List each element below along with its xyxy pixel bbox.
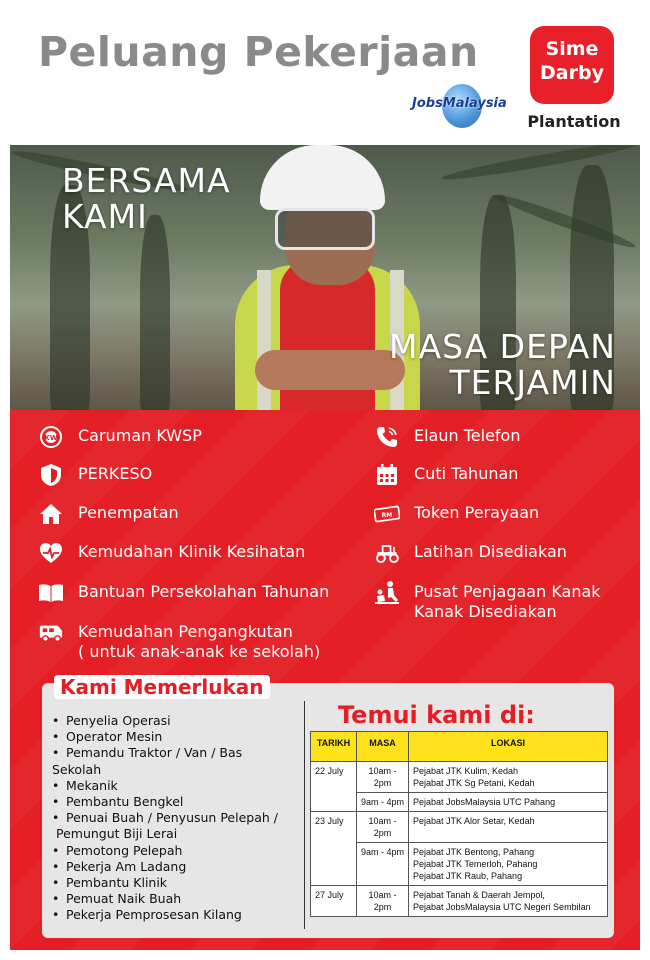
list-item: • Mekanik [52,778,302,794]
list-item: • Penyelia Operasi [52,713,302,729]
cell-lokasi: Pejabat JobsMalaysia UTC Pahang [409,793,608,812]
photo-banner [10,145,640,410]
money-token-icon [374,503,400,525]
calendar-icon [374,464,400,486]
needs-title: Kami Memerlukan [54,675,270,699]
column-header: MASA [357,732,409,762]
list-item: • Operator Mesin [52,729,302,745]
header [0,0,650,145]
book-icon [38,582,64,604]
info-card [42,675,614,938]
benefit-item: Latihan Disediakan [374,542,567,564]
palm-frond [440,145,639,184]
list-item: • Pemuat Naik Buah [52,891,302,907]
cell-masa: 10am - 2pm [357,812,409,843]
divider [304,701,305,929]
visor [275,208,375,250]
list-item: • Penuai Buah / Penyusun Pelepah / [52,810,302,826]
benefit-item: KW Caruman KWSP [38,426,202,448]
jobsmalaysia-logo [412,84,512,132]
meet-title: Temui kami di: [338,701,535,729]
table-row [311,762,608,793]
helmet [260,145,385,210]
cell-lokasi: Pejabat JTK Kulim, Kedah Pejabat JTK Sg Petani, Kedah [409,762,608,793]
benefit-item: PERKESO [38,464,152,486]
list-item: Sekolah [52,761,102,777]
list-item: Pemungut Biji Lerai [56,826,178,842]
schedule-table [310,731,608,917]
childcare-icon [374,582,400,604]
list-item: • Pekerja Am Ladang [52,859,302,875]
cell-masa: 10am - 2pm [357,886,409,917]
list-item: • Pemotong Pelepah [52,843,302,859]
cell-lokasi: Pejabat Tanah & Daerah Jempol, Pejabat JobsMalaysia UTC Negeri Sembilan [409,886,608,917]
column-header: TARIKH [311,732,357,762]
list-item: • Pembantu Klinik [52,875,302,891]
cell-tarikh: 22 July [311,762,357,812]
sime-darby-line1: Sime [545,38,599,60]
benefit-item: Kemudahan Klinik Kesihatan [38,542,305,564]
list-item: • Pekerja Pemprosesan Kilang [52,907,302,923]
kwsp-icon [38,426,64,448]
phone-icon [374,426,400,448]
svg-text:RM: RM [381,512,393,520]
cell-tarikh: 27 July [311,886,357,917]
benefit-item: Bantuan Persekolahan Tahunan [38,582,329,604]
cell-lokasi: Pejabat JTK Alor Setar, Kedah [409,812,608,843]
cell-masa: 9am - 4pm [357,843,409,886]
van-icon [38,622,64,644]
cell-masa: 10am - 2pm [357,762,409,793]
table-row [311,812,608,843]
column-header: LOKASI [409,732,608,762]
house-icon [38,503,64,525]
table-header-row [311,732,608,762]
sime-darby-logo [530,26,614,104]
benefit-item: RM Token Perayaan [374,503,539,525]
palm-tree [140,215,170,410]
banner-slogan-right: MASA DEPAN TERJAMIN [389,327,616,402]
benefit-item: Pusat Penjagaan Kanak Kanak Disediakan [374,582,601,622]
banner-slogan-left: BERSAMA KAMI [62,161,231,236]
benefit-item: Kemudahan Pengangkutan ( untuk anak-anak ke sekolah) [38,622,320,662]
cell-masa: 9am - 4pm [357,793,409,812]
list-item: • Pembantu Bengkel [52,794,302,810]
sime-darby-line2: Darby [540,62,604,84]
heart-pulse-icon [38,542,64,564]
svg-text:KW: KW [44,434,58,442]
cell-tarikh: 23 July [311,812,357,886]
benefit-item: Penempatan [38,503,179,525]
table-row [311,886,608,917]
cell-lokasi: Pejabat JTK Bentong, Pahang Pejabat JTK Temerloh, Pahang Pejabat JTK Raub, Pahang [409,843,608,886]
tractor-icon [374,542,400,564]
page-title: Peluang Pekerjaan [38,28,479,76]
jobsmalaysia-logo-text: JobsMalaysia [412,96,507,111]
shield-icon [38,464,64,486]
vacancy-list [52,713,302,924]
list-item: • Pemandu Traktor / Van / Bas [52,745,302,761]
benefit-item: Elaun Telefon [374,426,520,448]
sime-darby-sub: Plantation [527,112,621,131]
benefit-item: Cuti Tahunan [374,464,518,486]
